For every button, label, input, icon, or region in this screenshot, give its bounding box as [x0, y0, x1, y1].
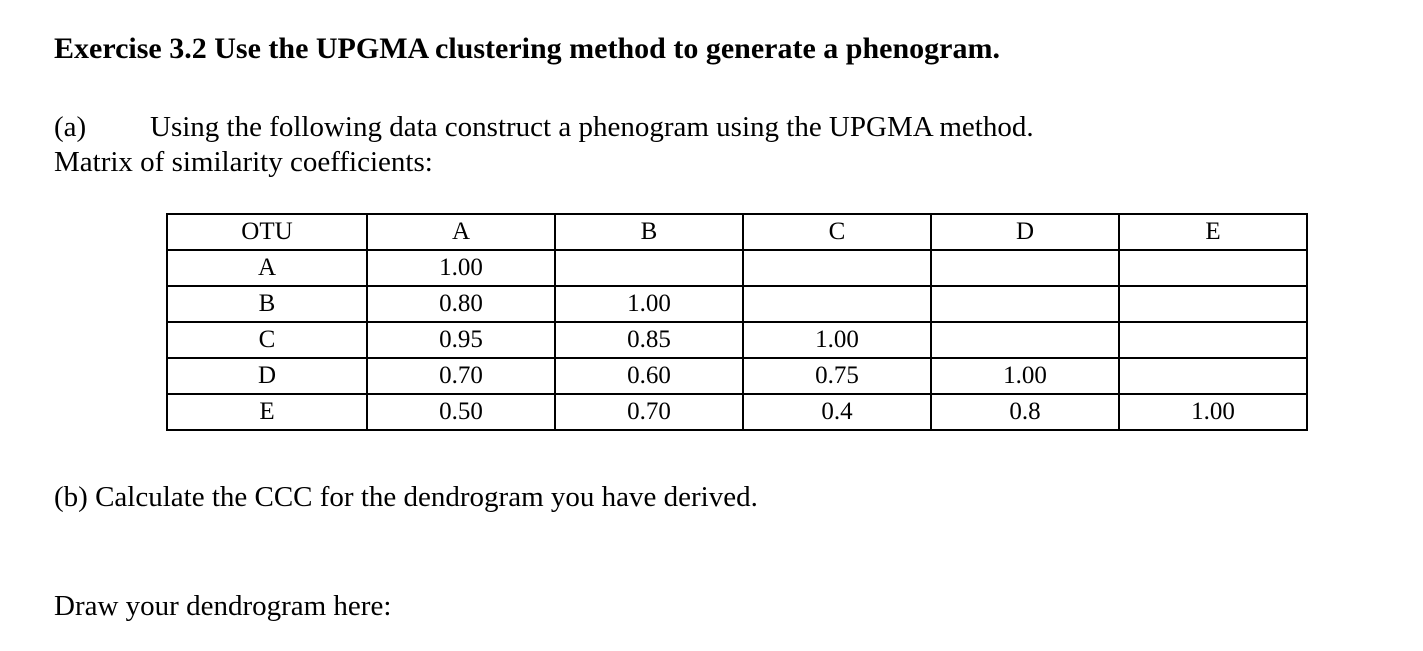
row-label-cell: A: [167, 250, 367, 286]
row-label-cell: B: [167, 286, 367, 322]
header-cell-c: C: [743, 214, 931, 250]
value-cell: 0.95: [367, 322, 555, 358]
header-cell-otu: OTU: [167, 214, 367, 250]
row-label-cell: C: [167, 322, 367, 358]
value-cell: 0.8: [931, 394, 1119, 430]
value-cell: 0.4: [743, 394, 931, 430]
table-header-row: [167, 214, 1307, 250]
value-cell: [1119, 358, 1307, 394]
value-cell: 1.00: [931, 358, 1119, 394]
header-cell-b: B: [555, 214, 743, 250]
row-label-cell: D: [167, 358, 367, 394]
table-row-b: [167, 286, 1307, 322]
value-cell: [1119, 286, 1307, 322]
part-a-instruction: [54, 109, 1034, 145]
value-cell: [555, 250, 743, 286]
value-cell: [1119, 322, 1307, 358]
value-cell: 0.60: [555, 358, 743, 394]
value-cell: [743, 250, 931, 286]
draw-dendrogram-prompt: Draw your dendrogram here:: [54, 590, 392, 622]
value-cell: 0.80: [367, 286, 555, 322]
part-a-label: (a): [54, 111, 87, 143]
value-cell: 1.00: [367, 250, 555, 286]
value-cell: 1.00: [743, 322, 931, 358]
value-cell: [1119, 250, 1307, 286]
header-cell-d: D: [931, 214, 1119, 250]
value-cell: [931, 286, 1119, 322]
matrix-caption: Matrix of similarity coefficients:: [54, 146, 433, 178]
exercise-title: Exercise 3.2 Use the UPGMA clustering method to generate a phenogram.: [54, 32, 1000, 65]
value-cell: 0.50: [367, 394, 555, 430]
value-cell: [931, 322, 1119, 358]
value-cell: 0.70: [367, 358, 555, 394]
table-row-a: [167, 250, 1307, 286]
part-a-text: Using the following data construct a phenogram using the UPGMA method.: [150, 111, 1034, 143]
value-cell: 0.75: [743, 358, 931, 394]
value-cell: 1.00: [555, 286, 743, 322]
row-label-cell: E: [167, 394, 367, 430]
table-row-d: [167, 358, 1307, 394]
value-cell: [743, 286, 931, 322]
table-row-c: [167, 322, 1307, 358]
part-b-instruction: (b) Calculate the CCC for the dendrogram you have derived.: [54, 481, 758, 513]
value-cell: [931, 250, 1119, 286]
header-cell-a: A: [367, 214, 555, 250]
value-cell: 0.85: [555, 322, 743, 358]
header-cell-e: E: [1119, 214, 1307, 250]
table-row-e: [167, 394, 1307, 430]
value-cell: 0.70: [555, 394, 743, 430]
value-cell: 1.00: [1119, 394, 1307, 430]
similarity-matrix-table: [166, 213, 1308, 431]
